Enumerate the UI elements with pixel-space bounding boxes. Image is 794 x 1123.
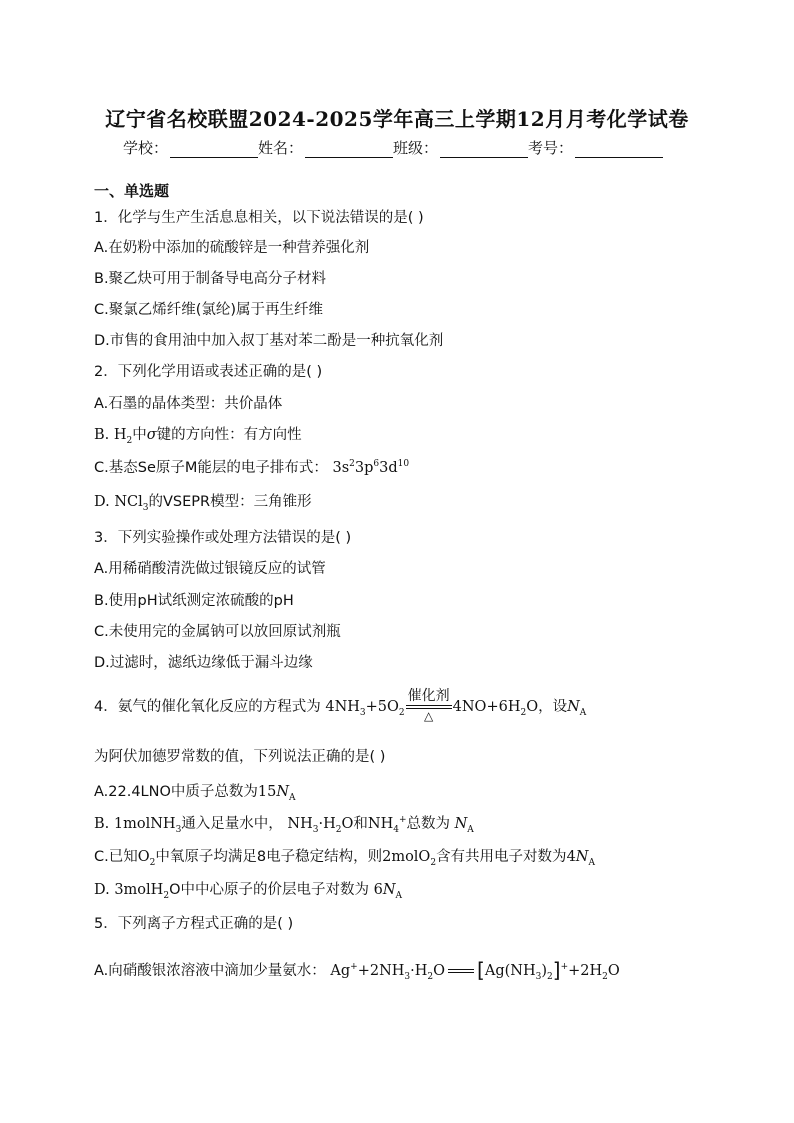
student-info-row <box>123 137 663 158</box>
q4b-f1-end: O <box>341 816 354 832</box>
school-blank[interactable] <box>170 143 258 158</box>
q5a-bracket-close: ] <box>552 958 561 982</box>
q4a-na-sub: A <box>289 792 296 803</box>
q4d-val: 6 <box>373 882 383 898</box>
q4-eq-right-end: O <box>526 699 539 715</box>
q2b-sigma: σ <box>146 427 157 443</box>
q4-na: N <box>567 699 580 715</box>
q4-eq-plus: +5O <box>365 699 399 715</box>
q4c-o2-sub: 2 <box>149 857 156 868</box>
name-label: 姓名： <box>258 139 304 157</box>
q4c-val: 4 <box>566 849 576 865</box>
q2c-s3: 10 <box>397 459 410 470</box>
class-label: 班级： <box>393 139 439 157</box>
q5a-right-end: O <box>607 963 620 979</box>
q4d-sub: 2 <box>163 890 170 901</box>
q4-condition <box>406 685 452 723</box>
q4c-post: 含有共用电子对数为 <box>436 849 567 865</box>
q5a-complex-sub2: 2 <box>547 971 553 982</box>
q4-eq-left-sub: 3 <box>359 707 366 718</box>
q4b-mid: 通入足量水中， <box>181 816 283 832</box>
q4c-na-sub: A <box>588 857 595 868</box>
q2c-f3: 3d <box>379 460 398 476</box>
q1-option-c: C.聚氯乙烯纤维(氯纶)属于再生纤维 <box>94 302 324 318</box>
q2-option-d <box>94 490 312 513</box>
q4-stem-post: ，设 <box>538 699 568 715</box>
q2-option-a: A.石墨的晶体类型：共价晶体 <box>94 396 283 412</box>
q1-option-b: B.聚乙炔可用于制备导电高分子材料 <box>94 271 327 287</box>
name-blank[interactable] <box>305 143 393 158</box>
q5a-sub1: 3 <box>404 971 411 982</box>
q5a-equals <box>448 969 474 973</box>
q4b-f1: NH <box>287 816 313 832</box>
q4d-pre: D. 3molH <box>94 882 164 898</box>
q4-eq-right-sub: 2 <box>520 707 527 718</box>
q5-option-a <box>94 958 620 982</box>
q5a-pre: A.向硝酸银浓溶液中滴加少量氨水： <box>94 963 326 979</box>
q4-stem <box>94 688 586 726</box>
q5a-complex-sub: 3 <box>535 971 542 982</box>
q4-option-d <box>94 878 402 901</box>
q4-option-b <box>94 812 474 835</box>
q5a-bracket-open: [ <box>477 958 485 982</box>
q4-option-c <box>94 845 595 868</box>
q4c-amt-sub: 2 <box>430 857 437 868</box>
q4c-pre: C.已知 <box>94 849 138 865</box>
q1-stem: 1．化学与生产生活息息相关，以下说法错误的是( ) <box>94 210 424 226</box>
q2-option-b <box>94 423 302 446</box>
q2-option-c <box>94 456 409 477</box>
q5a-ag: Ag <box>330 963 351 979</box>
q2c-s1: 2 <box>349 459 355 470</box>
q4-heat: △ <box>424 709 434 723</box>
q4d-mid: O中中心原子的价层电子对数为 <box>169 882 369 898</box>
q5a-complex: Ag(NH <box>484 963 536 979</box>
q4c-o2: O <box>137 849 150 865</box>
q5a-right-sub: 2 <box>602 971 608 982</box>
q3-option-b: B.使用pH试纸测定浓硫酸的pH <box>94 593 294 609</box>
q3-option-a: A.用稀硝酸清洗做过银镜反应的试管 <box>94 561 326 577</box>
q4b-f2-sup: + <box>398 815 407 826</box>
section-heading: 一、单选题 <box>94 182 170 200</box>
q4c-mid: 中氧原子均满足8电子稳定结构，则 <box>155 849 383 865</box>
q2b-mid: 中 <box>132 427 147 443</box>
q4-option-a <box>94 780 296 803</box>
q5a-right: +2H <box>568 963 603 979</box>
q4-na-sub: A <box>579 707 587 718</box>
q4b-na-sub: A <box>467 824 474 835</box>
q4a-val: 15 <box>257 784 277 800</box>
q2c-pre: C.基态Se原子M能层的电子排布式： <box>94 460 328 476</box>
q4b-and: 和 <box>353 816 368 832</box>
class-blank[interactable] <box>440 143 528 158</box>
q5a-complex-end: ) <box>541 963 548 979</box>
q1-option-d: D.市售的食用油中加入叔丁基对苯二酚是一种抗氧化剂 <box>94 333 444 349</box>
q2c-f1: 3s <box>332 460 350 476</box>
q4b-na: N <box>454 816 468 832</box>
q4-eq-left: 4NH <box>325 699 360 715</box>
q2c-s2: 6 <box>373 459 380 470</box>
q4b-f1-sub: 3 <box>312 824 319 835</box>
q3-option-d: D.过滤时，滤纸边缘低于漏斗边缘 <box>94 655 313 671</box>
q4-catalyst: 催化剂 <box>407 688 450 704</box>
q2b-h-sub: 2 <box>126 435 133 446</box>
q2d-ncl: D. NCl <box>94 494 143 510</box>
q4b-post: 总数为 <box>406 816 450 832</box>
id-label: 考号： <box>528 139 574 157</box>
q4d-na-sub: A <box>395 890 403 901</box>
q4d-na: N <box>382 882 396 898</box>
q2-stem: 2．下列化学用语或表述正确的是( ) <box>94 364 323 380</box>
q4a-pre: A.22.4LNO中质子总数为 <box>94 784 258 800</box>
q2c-f2: 3p <box>354 460 374 476</box>
q5a-plus: +2NH <box>357 963 405 979</box>
q1-option-a: A.在奶粉中添加的硫酸锌是一种营养强化剂 <box>94 240 370 256</box>
q4c-na: N <box>575 849 589 865</box>
q3-stem: 3．下列实验操作或处理方法错误的是( ) <box>94 530 352 546</box>
page-title: 辽宁省名校联盟2024-2025学年高三上学期12月月考化学试卷 <box>105 107 689 131</box>
q5a-ag-sup: + <box>350 962 358 973</box>
q4-stem-line2: 为阿伏加德罗常数的值，下列说法正确的是( ) <box>94 749 386 765</box>
q4-eq-right: 4NO+6H <box>452 699 521 715</box>
q2b-h: B. H <box>94 427 127 443</box>
q4b-f2-sub: 4 <box>393 824 399 835</box>
q5a-complex-sup: + <box>560 962 569 973</box>
school-label: 学校： <box>123 139 169 157</box>
id-blank[interactable] <box>575 143 663 158</box>
q4c-amt: 2molO <box>382 849 431 865</box>
q4b-f1-dot: ·H <box>318 816 336 832</box>
q4a-na: N <box>276 784 290 800</box>
q3-option-c: C.未使用完的金属钠可以放回原试剂瓶 <box>94 624 341 640</box>
q4b-pre: B. 1molNH <box>94 816 176 832</box>
q5a-o: O <box>433 963 446 979</box>
q2d-sub: 3 <box>142 502 149 513</box>
q4b-sub: 3 <box>175 824 182 835</box>
q2d-post: 的VSEPR模型：三角锥形 <box>148 494 312 510</box>
q4-eq-plus-sub: 2 <box>398 707 405 718</box>
q5-stem: 5．下列离子方程式正确的是( ) <box>94 916 294 932</box>
q4b-f1-sub2: 2 <box>335 824 342 835</box>
q4-stem-pre: 4．氨气的催化氧化反应的方程式为 <box>94 699 321 715</box>
q2b-post: 键的方向性：有方向性 <box>156 427 302 443</box>
q4b-f2: NH <box>367 816 394 832</box>
q5a-dot: ·H <box>410 963 428 979</box>
q5a-sub2: 2 <box>427 971 434 982</box>
